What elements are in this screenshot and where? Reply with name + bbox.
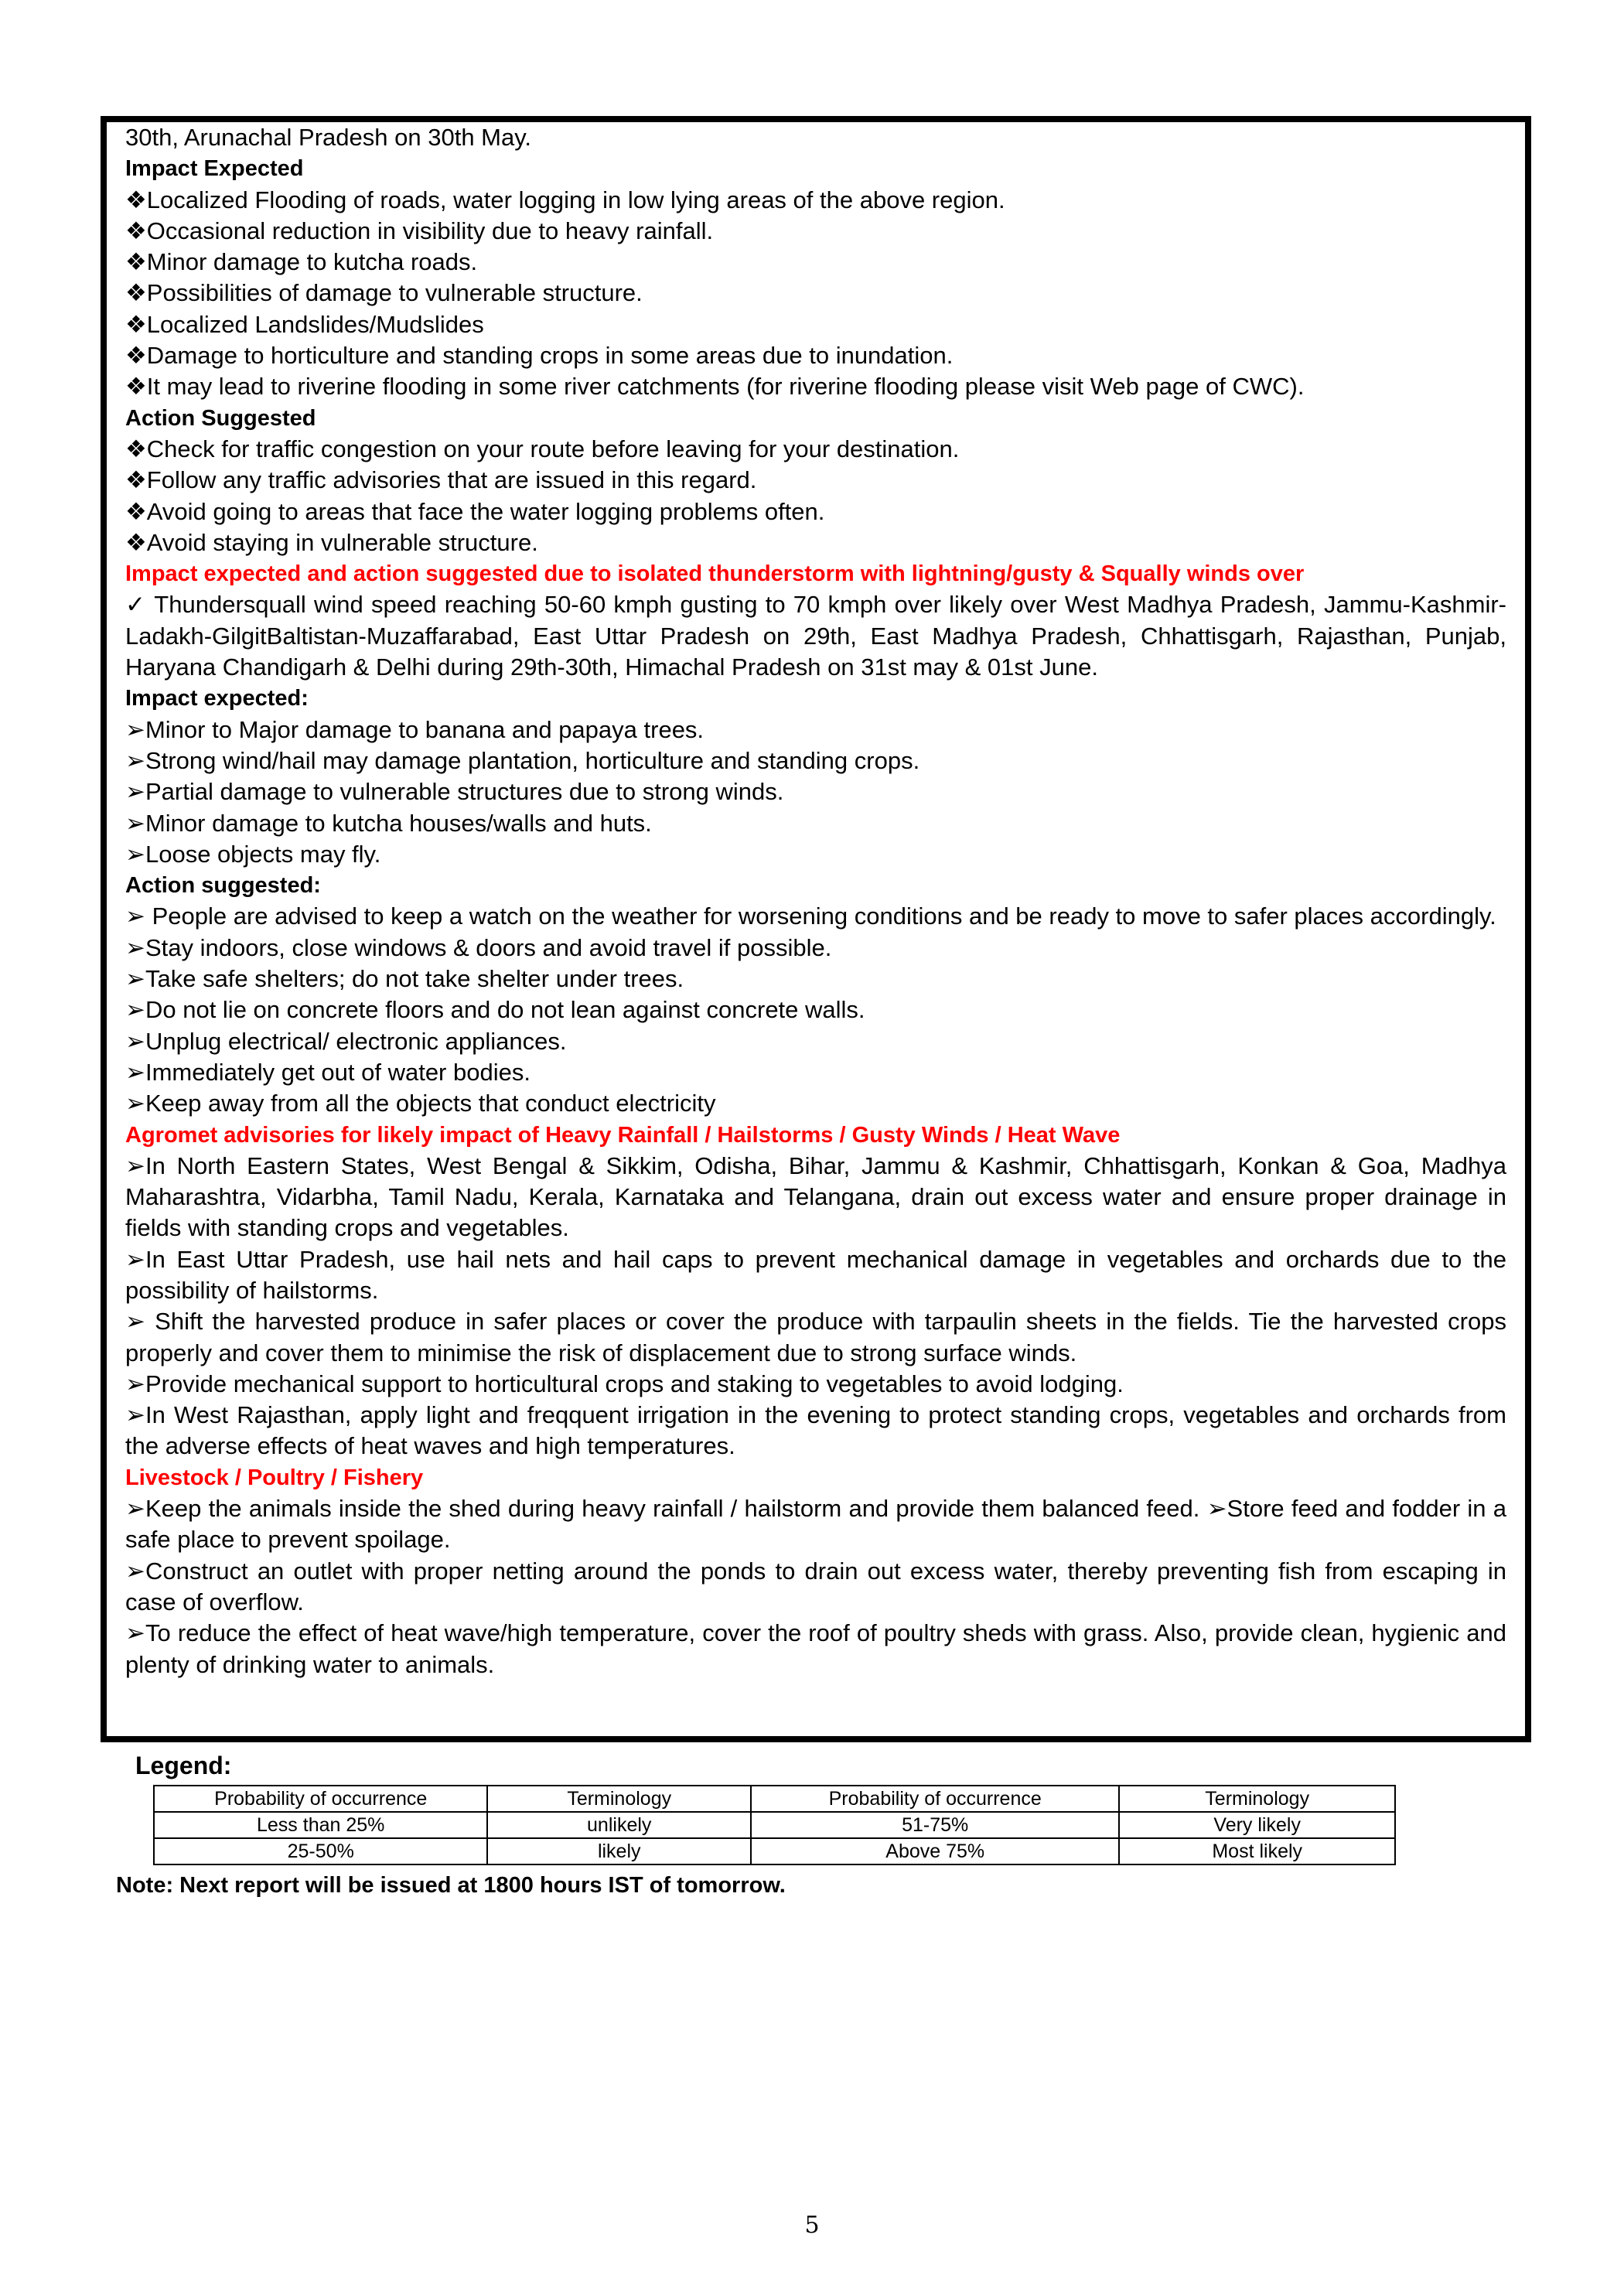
- impact-list: [125, 185, 1506, 403]
- list-item: ❖Follow any traffic advisories that are issued in this regard.: [125, 466, 757, 494]
- bulletin-content: [125, 122, 1506, 1680]
- table-cell: unlikely: [487, 1812, 751, 1838]
- list-item: ❖It may lead to riverine flooding in some river catchments (for riverine flooding please visit Web page of CWC).: [125, 373, 1305, 401]
- list-item: ❖Occasional reduction in visibility due to heavy rainfall.: [125, 217, 714, 244]
- list-item: ➢Stay indoors, close windows & doors and avoid travel if possible.: [125, 933, 832, 961]
- table-header-row: [154, 1786, 1395, 1812]
- list-item: ❖Possibilities of damage to vulnerable structure.: [125, 279, 643, 307]
- table-cell: Above 75%: [751, 1838, 1119, 1864]
- table-cell: Most likely: [1119, 1838, 1395, 1864]
- impact2-list: [125, 715, 1506, 870]
- legend-table: [153, 1785, 1396, 1865]
- table-cell: 25-50%: [154, 1838, 487, 1864]
- livestock-heading: Livestock / Poultry / Fishery: [125, 1465, 424, 1490]
- livestock-paragraph: ➢Keep the animals inside the shed during heavy rainfall / hailstorm and provide them balanced feed. ➢Store feed and fodder in a safe place to prevent spoilage.: [125, 1495, 1506, 1554]
- agromet-heading: Agromet advisories for likely impact of Heavy Rainfall / Hailstorms / Gusty Winds / Heat Wave: [125, 1122, 1121, 1148]
- action2-paragraph: ➢ People are advised to keep a watch on the weather for worsening conditions and be ready to move to safer places accordingly.: [125, 902, 1496, 930]
- next-report-note: Note: Next report will be issued at 1800 hours IST of tomorrow.: [116, 1873, 786, 1898]
- agromet-paragraph: ➢Provide mechanical support to horticultural crops and staking to vegetables to avoid lodging.: [125, 1370, 1124, 1397]
- list-item: ➢Unplug electrical/ electronic appliances.: [125, 1027, 567, 1055]
- livestock-paragraph: ➢To reduce the effect of heat wave/high temperature, cover the roof of poultry sheds with grass. Also, provide clean, hygienic and plenty of drinking water to animals.: [125, 1619, 1506, 1678]
- intro-line: 30th, Arunachal Pradesh on 30th May.: [125, 124, 532, 151]
- list-item: ➢Strong wind/hail may damage plantation, horticulture and standing crops.: [125, 746, 920, 774]
- agromet-paragraph: ➢ Shift the harvested produce in safer places or cover the produce with tarpaulin sheets in the fields. Tie the harvested crops properly and cover them to minimise the risk of displacement due to strong surface winds.: [125, 1308, 1506, 1366]
- list-item: ❖Localized Flooding of roads, water logging in low lying areas of the above region.: [125, 186, 1005, 213]
- page-number: 5: [804, 2212, 820, 2239]
- impact2-heading: Impact expected:: [125, 686, 309, 711]
- table-cell: Less than 25%: [154, 1812, 487, 1838]
- header-cell: Probability of occurrence: [154, 1786, 487, 1812]
- thunderstorm-paragraph: ✓ Thundersquall wind speed reaching 50-60 kmph gusting to 70 kmph over likely over West Madhya Pradesh, Jammu-Kashmir-Ladakh-GilgitBaltistan-Muzaffarabad, East Uttar Pradesh on 29th, East Madhya Pradesh, Chhattisgarh, Rajasthan, Punjab, Haryana Chandigarh & Delhi during 29th-30th, Himachal Pradesh on 31st may & 01st June.: [125, 591, 1506, 681]
- thunderstorm-heading: Impact expected and action suggested due to isolated thunderstorm with lightning/gusty & Squally winds over: [125, 561, 1305, 587]
- table-cell: 51-75%: [751, 1812, 1119, 1838]
- table-row: [154, 1838, 1395, 1864]
- header-cell: Terminology: [1119, 1786, 1395, 1812]
- impact-expected-heading: Impact Expected: [125, 156, 304, 182]
- list-item: ➢Minor damage to kutcha houses/walls and huts.: [125, 809, 652, 837]
- list-item: ➢Loose objects may fly.: [125, 840, 381, 868]
- agromet-paragraph: ➢In East Uttar Pradesh, use hail nets and hail caps to prevent mechanical damage in vegetables and orchards due to the possibility of hailstorms.: [125, 1245, 1506, 1304]
- list-item: ❖Minor damage to kutcha roads.: [125, 248, 478, 276]
- list-item: ❖Avoid going to areas that face the water logging problems often.: [125, 497, 825, 525]
- action-list: [125, 434, 1506, 558]
- table-cell: Very likely: [1119, 1812, 1395, 1838]
- list-item: ➢Take safe shelters; do not take shelter under trees.: [125, 965, 684, 993]
- action2-heading: Action suggested:: [125, 873, 321, 899]
- list-item: ❖Avoid staying in vulnerable structure.: [125, 528, 538, 556]
- list-item: ➢Immediately get out of water bodies.: [125, 1058, 531, 1086]
- list-item: ❖Check for traffic congestion on your route before leaving for your destination.: [125, 435, 960, 462]
- header-cell: Probability of occurrence: [751, 1786, 1119, 1812]
- livestock-paragraph: ➢Construct an outlet with proper netting around the ponds to drain out excess water, thereby preventing fish from escaping in case of overflow.: [125, 1557, 1506, 1615]
- bulletin-box: [101, 116, 1531, 1742]
- table-row: [154, 1812, 1395, 1838]
- action2-list: [125, 933, 1506, 1120]
- list-item: ➢Keep away from all the objects that conduct electricity: [125, 1090, 716, 1117]
- agromet-paragraph: ➢In West Rajasthan, apply light and freqquent irrigation in the evening to protect standing crops, vegetables and orchards from the adverse effects of heat waves and high temperatures.: [125, 1401, 1506, 1460]
- legend-title: Legend:: [135, 1752, 232, 1779]
- action-suggested-heading: Action Suggested: [125, 405, 316, 431]
- list-item: ❖Localized Landslides/Mudslides: [125, 310, 484, 338]
- list-item: ❖Damage to horticulture and standing crops in some areas due to inundation.: [125, 342, 954, 370]
- list-item: ➢Do not lie on concrete floors and do not lean against concrete walls.: [125, 996, 865, 1024]
- header-cell: Terminology: [487, 1786, 751, 1812]
- list-item: ➢Partial damage to vulnerable structures due to strong winds.: [125, 778, 784, 806]
- agromet-paragraph: ➢In North Eastern States, West Bengal & Sikkim, Odisha, Bihar, Jammu & Kashmir, Chhattisgarh, Konkan & Goa, Madhya Maharashtra, Vidarbha, Tamil Nadu, Kerala, Karnataka and Telangana, drain out excess water and ensure proper drainage in fields with standing crops and vegetables.: [125, 1151, 1506, 1242]
- table-cell: likely: [487, 1838, 751, 1864]
- list-item: ➢Minor to Major damage to banana and papaya trees.: [125, 715, 705, 743]
